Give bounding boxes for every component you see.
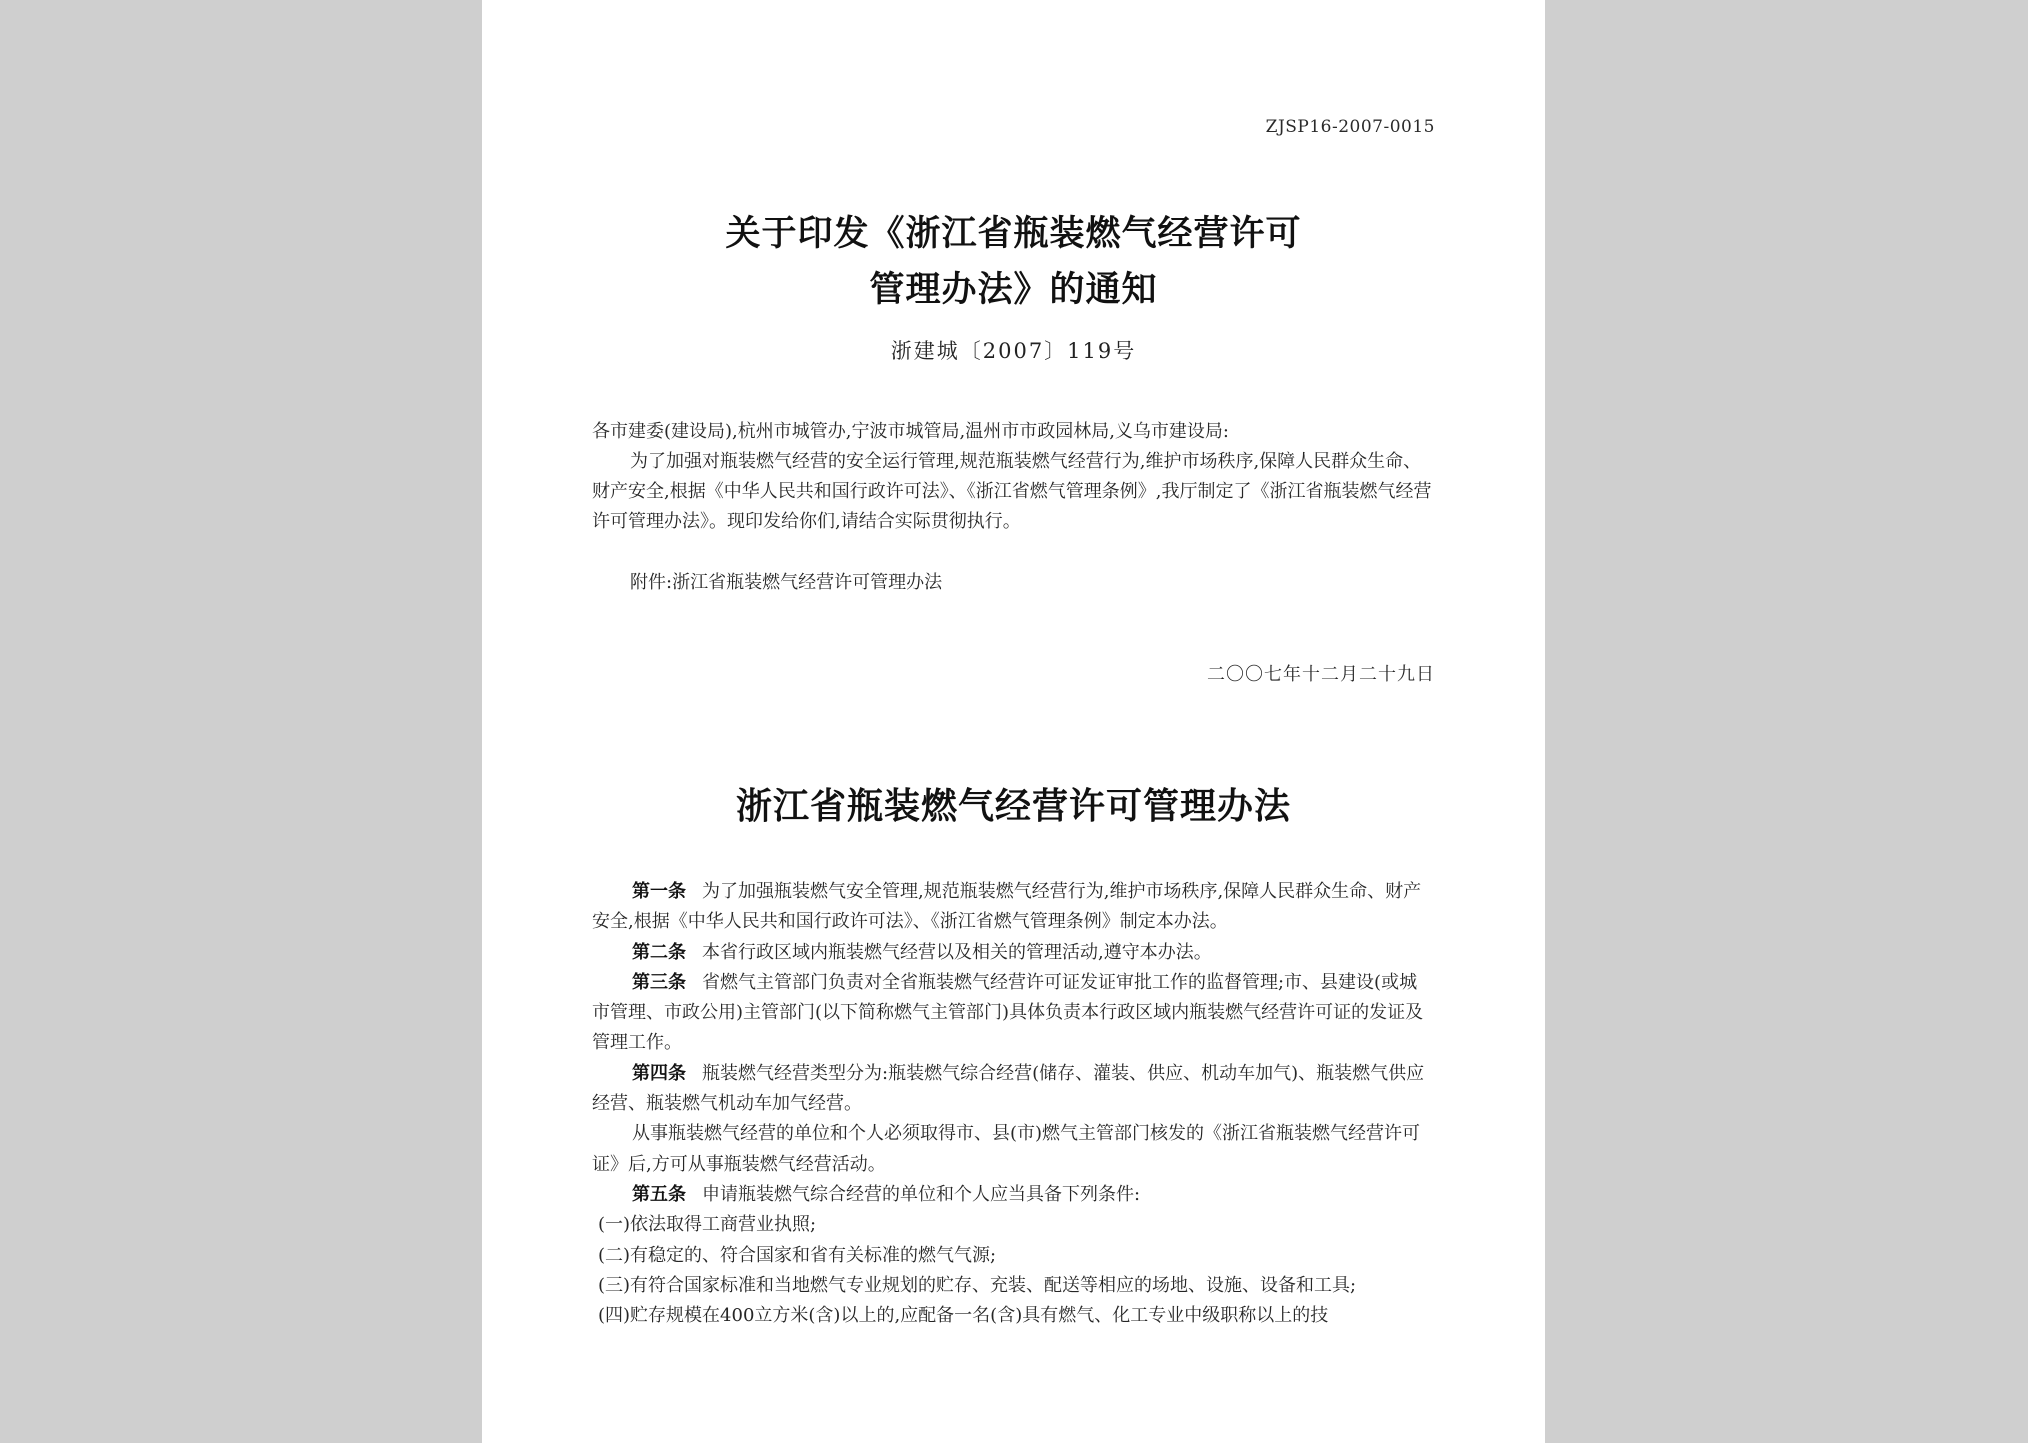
article-text: 省燃气主管部门负责对全省瓶装燃气经营许可证发证审批工作的监督管理;市、县建设(或城市管理、市政公用)主管部门(以下简称燃气主管部门)具体负责本行政区域内瓶装燃气经营许可证的发证及管理工作。 bbox=[592, 971, 1424, 1054]
document-page bbox=[482, 0, 1545, 1443]
article-2 bbox=[592, 938, 1432, 968]
article-label: 第一条 bbox=[632, 881, 686, 902]
file-number: 浙建城〔2007〕119号 bbox=[890, 339, 1137, 363]
article-1 bbox=[592, 877, 1432, 938]
document-number: ZJSP16-2007-0015 bbox=[1265, 117, 1435, 137]
list-item: (四)贮存规模在400立方米(含)以上的,应配备一名(含)具有燃气、化工专业中级职称以上的技 bbox=[598, 1305, 1329, 1327]
article-3 bbox=[592, 968, 1432, 1059]
article-4 bbox=[592, 1059, 1432, 1120]
list-item: (三)有符合国家标准和当地燃气专业规划的贮存、充装、配送等相应的场地、设施、设备和工具; bbox=[598, 1274, 1357, 1296]
article-label: 第三条 bbox=[632, 971, 686, 993]
list-item: (一)依法取得工商营业执照; bbox=[598, 1214, 817, 1236]
notice-title-line-2: 管理办法》的通知 bbox=[869, 269, 1158, 310]
attachment-line: 附件:浙江省瓶装燃气经营许可管理办法 bbox=[630, 572, 943, 593]
article-5 bbox=[592, 1180, 1432, 1210]
article-text: 为了加强瓶装燃气安全管理,规范瓶装燃气经营行为,维护市场秩序,保障人民群众生命、财产安全,根据《中华人民共和国行政许可法》、《浙江省燃气管理条例》制定本办法。 bbox=[592, 881, 1422, 933]
notice-date: 二〇〇七年十二月二十九日 bbox=[1207, 664, 1435, 685]
notice-title-line-1: 关于印发《浙江省瓶装燃气经营许可 bbox=[725, 213, 1302, 254]
regulation-title: 浙江省瓶装燃气经营许可管理办法 bbox=[735, 785, 1291, 827]
article-label: 第五条 bbox=[632, 1183, 686, 1205]
list-item: (二)有稳定的、符合国家和省有关标准的燃气气源; bbox=[598, 1244, 997, 1266]
regulation-articles bbox=[592, 877, 1432, 1331]
article-label: 第四条 bbox=[632, 1062, 686, 1084]
article-text: 申请瓶装燃气综合经营的单位和个人应当具备下列条件: bbox=[702, 1183, 1141, 1205]
article-label: 第二条 bbox=[632, 941, 686, 963]
article-text: 瓶装燃气经营类型分为:瓶装燃气综合经营(储存、灌装、供应、机动车加气)、瓶装燃气供应经营、瓶装燃气机动车加气经营。 bbox=[592, 1062, 1425, 1115]
article-text: 本省行政区域内瓶装燃气经营以及相关的管理活动,遵守本办法。 bbox=[702, 941, 1212, 963]
article-4-paragraph-2: 从事瓶装燃气经营的单位和个人必须取得市、县(市)燃气主管部门核发的《浙江省瓶装燃气经营许可证》后,方可从事瓶装燃气经营活动。 bbox=[592, 1123, 1421, 1175]
addressee: 各市建委(建设局),杭州市城管办,宁波市城管局,温州市市政园林局,义乌市建设局: bbox=[592, 421, 1229, 442]
notice-paragraph: 为了加强对瓶装燃气经营的安全运行管理,规范瓶装燃气经营行为,维护市场秩序,保障人民群众生命、财产安全,根据《中华人民共和国行政许可法》、《浙江省燃气管理条例》,我厅制定了《浙江省瓶装燃气经营许可管理办法》。现印发给你们,请结合实际贯彻执行。 bbox=[592, 451, 1432, 532]
